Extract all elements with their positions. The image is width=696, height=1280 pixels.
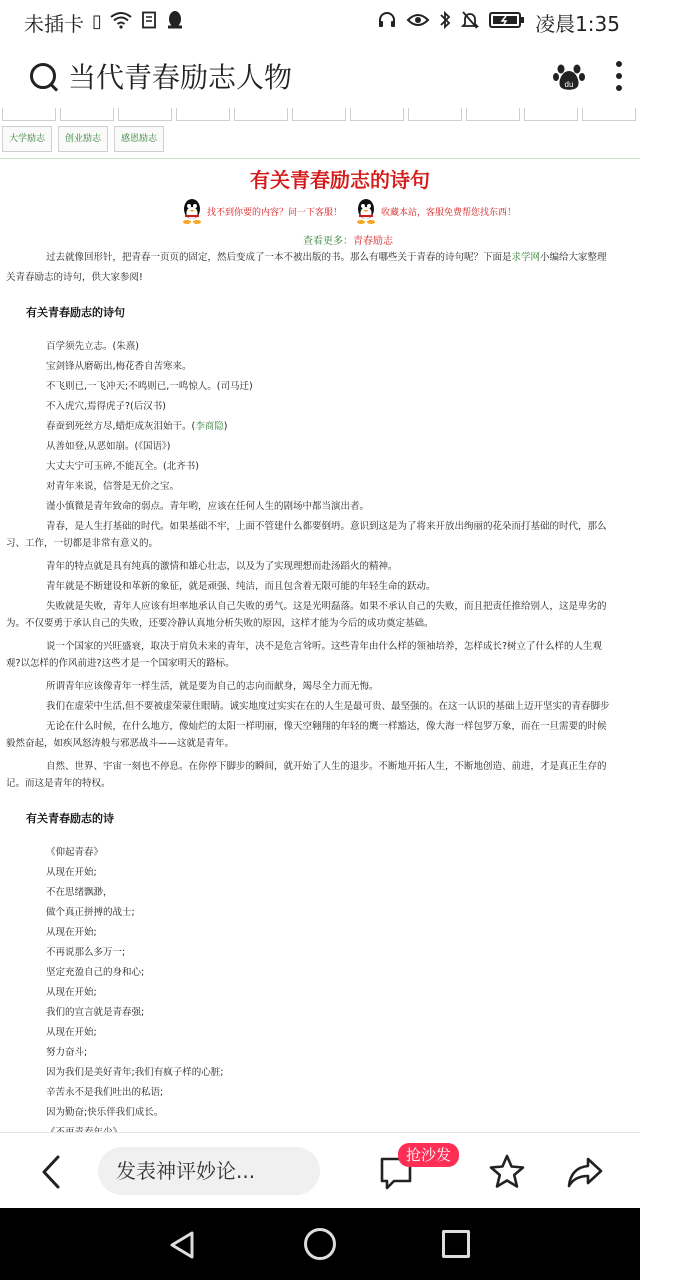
see-more-line [0,232,696,247]
quote-text: 春蚕到死丝方尽,蜡炬成灰泪始干。( [46,421,196,432]
nav-tab[interactable] [524,108,578,121]
quote-line: 不入虎穴,焉得虎子?(后汉书) [46,401,166,412]
qq-penguin-icon [354,198,378,224]
nav-tab[interactable] [408,108,462,121]
carrier-text: 未插卡 [24,11,84,36]
star-icon[interactable] [488,1153,526,1191]
bluetooth-icon [439,10,451,34]
divider [0,158,640,159]
nav-tab[interactable] [118,108,172,121]
category-tabs [2,126,164,152]
share-icon[interactable] [566,1155,604,1189]
search-bar[interactable] [0,44,640,108]
qq-icon [166,10,184,34]
nav-home-icon[interactable] [304,1228,336,1260]
paragraph-line: 观?以怎样的作风前进?这些才是一个国家明天的路标。 [6,658,235,669]
quote-line: 对青年来说，信誉是无价之宝。 [46,481,180,492]
tab-college[interactable]: 大学励志 [2,126,52,152]
baidu-paw-icon[interactable] [552,59,586,93]
poem-line: 从现在开始; [46,987,97,998]
qq-penguin-icon [180,198,204,224]
eye-icon [407,12,429,32]
poem-line: 辛苦永不是我们吐出的私语; [46,1087,164,1098]
paragraph-line: 青春，是人生打基础的时代。如果基础不牢，上面不管建什么都要倒坍。意识到这是为了将来开放出绚丽的花朵而打基础的时代，那么 [46,521,607,532]
poem-line: 不在思绪飘渺， [46,887,113,898]
paragraph-line: 所谓青年应该像青年一样生活，就是要为自己的志向而献身，竭尽全力而无悔。 [46,681,379,692]
wifi-icon [110,11,132,33]
nav-tab[interactable] [292,108,346,121]
quote-line [46,418,227,432]
section-heading: 有关青春励志的诗 [26,812,114,825]
comment-input[interactable]: 发表神评妙论... [98,1147,320,1195]
search-query-text[interactable]: 当代青春励志人物 [68,61,293,94]
nav-tab[interactable] [582,108,636,121]
poem-line: 坚定充盈自己的身和心; [46,967,145,978]
see-more-link[interactable]: 青春励志 [353,236,393,247]
paragraph-line: 失败就是失败，青年人应该有坦率地承认自己失败的勇气。这是光明磊落。如果不承认自己的失败，而且把责任推给别人，这是卑劣的 [46,601,607,612]
quote-line: 大丈夫宁可玉碎,不能瓦全。(北齐书) [46,461,199,472]
battery-icon [489,11,525,33]
quote-line: 宝剑锋从磨砺出,梅花香自苦寒来。 [46,361,192,372]
tab-gratitude[interactable]: 感恩励志 [114,126,164,152]
poem-line: 我们的宣言就是青春强; [46,1007,145,1018]
intro-text: 过去就像回形针，把青春一页页的固定，然后变成了一本不被出版的书。那么有哪些关于青春的诗句呢？下面是 [46,252,512,263]
clock-text: 凌晨1:35 [535,11,620,36]
quote-line: 百学须先立志。(朱熹) [46,341,139,352]
poem-line: 不再说那么多万一; [46,947,126,958]
paragraph-line: 无论在什么时候，在什么地方，像灿烂的太阳一样明丽，像天空翱翔的年轻的鹰一样豁达，像大海一样包罗万象，而在一旦需要的时候 [46,721,607,732]
paragraph-line: 习、工作，一切都是非常有意义的。 [6,538,159,549]
system-nav-bar [0,1208,640,1280]
web-content [0,108,640,1132]
help-text-right[interactable]: 收藏本站，客服免费帮您找东西！ [381,207,517,218]
poem-line: 因为我们是美好青年;我们有疯子样的心脏; [46,1067,224,1078]
paragraph-line: 自然、世界、宇宙一刻也不停息。在你停下脚步的瞬间，就开始了人生的退步。不断地开拓人生，不断地创造、前进，才是真正生存的 [46,761,607,772]
intro-line-1 [6,248,696,268]
help-row [180,198,516,224]
notes-icon [140,11,158,33]
poem-line: 《仰起青春》 [46,847,104,858]
quote-line: 谨小慎微是青年致命的弱点。青年哟，应该在任何人生的剧场中都当演出者。 [46,501,370,512]
bottom-action-bar [0,1132,640,1208]
search-icon[interactable] [28,61,58,91]
more-menu-icon[interactable] [616,59,622,93]
mute-icon [461,10,479,34]
nav-tab[interactable] [350,108,404,121]
nav-back-icon[interactable] [168,1230,198,1260]
tab-startup[interactable]: 创业励志 [58,126,108,152]
poem-line: 从现在开始; [46,1027,97,1038]
nav-tab[interactable] [466,108,520,121]
article-title: 有关青春励志的诗句 [250,168,430,192]
paragraph-line: 说一个国家的兴旺盛衰，取决于肩负未来的青年，决不是危言耸听。这些青年由什么样的领袖培养，怎样成长?树立了什么样的人生观 [46,641,603,652]
author-link[interactable]: 李商隐 [195,421,224,432]
site-link[interactable]: 求学网 [511,252,541,263]
paragraph-line: 我们在虚荣中生活,但不要被虚荣蒙住眼睛。诚实地度过实实在在的人生是最可贵、最坚强的。在这一认识的基础上迈开坚实的青春脚步 [46,701,610,712]
sim-icon: ▯ [92,11,102,32]
quote-line: 不飞则已,一飞冲天;不鸣则已,一鸣惊人。(司马迁) [46,381,253,392]
poem-line: 从现在开始; [46,867,97,878]
paragraph-line: 青年就是不断建设和革新的象征，就是顽强、纯洁，而且包含着无限可能的年轻生命的跃动。 [46,581,436,592]
intro-text: 小编给大家整理 [540,252,607,263]
nav-tabs-row-top [2,108,640,122]
poem-line: 从现在开始; [46,927,97,938]
poem-line: 做个真正拼搏的战士; [46,907,135,918]
nav-recent-apps-icon[interactable] [442,1230,470,1258]
help-text-left[interactable]: 找不到你要的内容？问一下客服！ [207,207,343,218]
status-left [24,8,184,37]
paragraph-line: 毅然奋起，如疾风怒涛般与邪恶战斗——这就是青年。 [6,738,235,749]
nav-tab[interactable] [60,108,114,121]
poem-line: 努力奋斗; [46,1047,88,1058]
poem-line: 因为勤奋;快乐伴我们成长。 [46,1107,164,1118]
status-bar [0,0,640,44]
see-more-label: 查看更多： [303,236,353,247]
sofa-badge[interactable]: 抢沙发 [398,1143,459,1167]
quote-line: 从善如登,从恶如崩。(《国语》) [46,441,171,452]
paragraph-line: 青年的特点就是具有纯真的激情和雄心壮志，以及为了实现理想而赴汤蹈火的精神。 [46,561,398,572]
headset-icon [377,10,397,34]
back-arrow-icon[interactable] [38,1155,64,1189]
svg-text:du: du [564,80,574,89]
nav-tab[interactable] [176,108,230,121]
status-right [377,8,620,37]
intro-line-2: 关青春励志的诗句，供大家参阅! [6,272,143,283]
paragraph-line: 为。不仅要勇于承认自己的失败，还要冷静认真地分析失败的原因，这样才能为今后的成功奠定基础。 [6,618,434,629]
quote-text: ) [223,421,228,432]
nav-tab[interactable] [2,108,56,121]
paragraph-line: 记。而这是青年的特权。 [6,778,111,789]
nav-tab[interactable] [234,108,288,121]
section-heading: 有关青春励志的诗句 [26,306,125,319]
